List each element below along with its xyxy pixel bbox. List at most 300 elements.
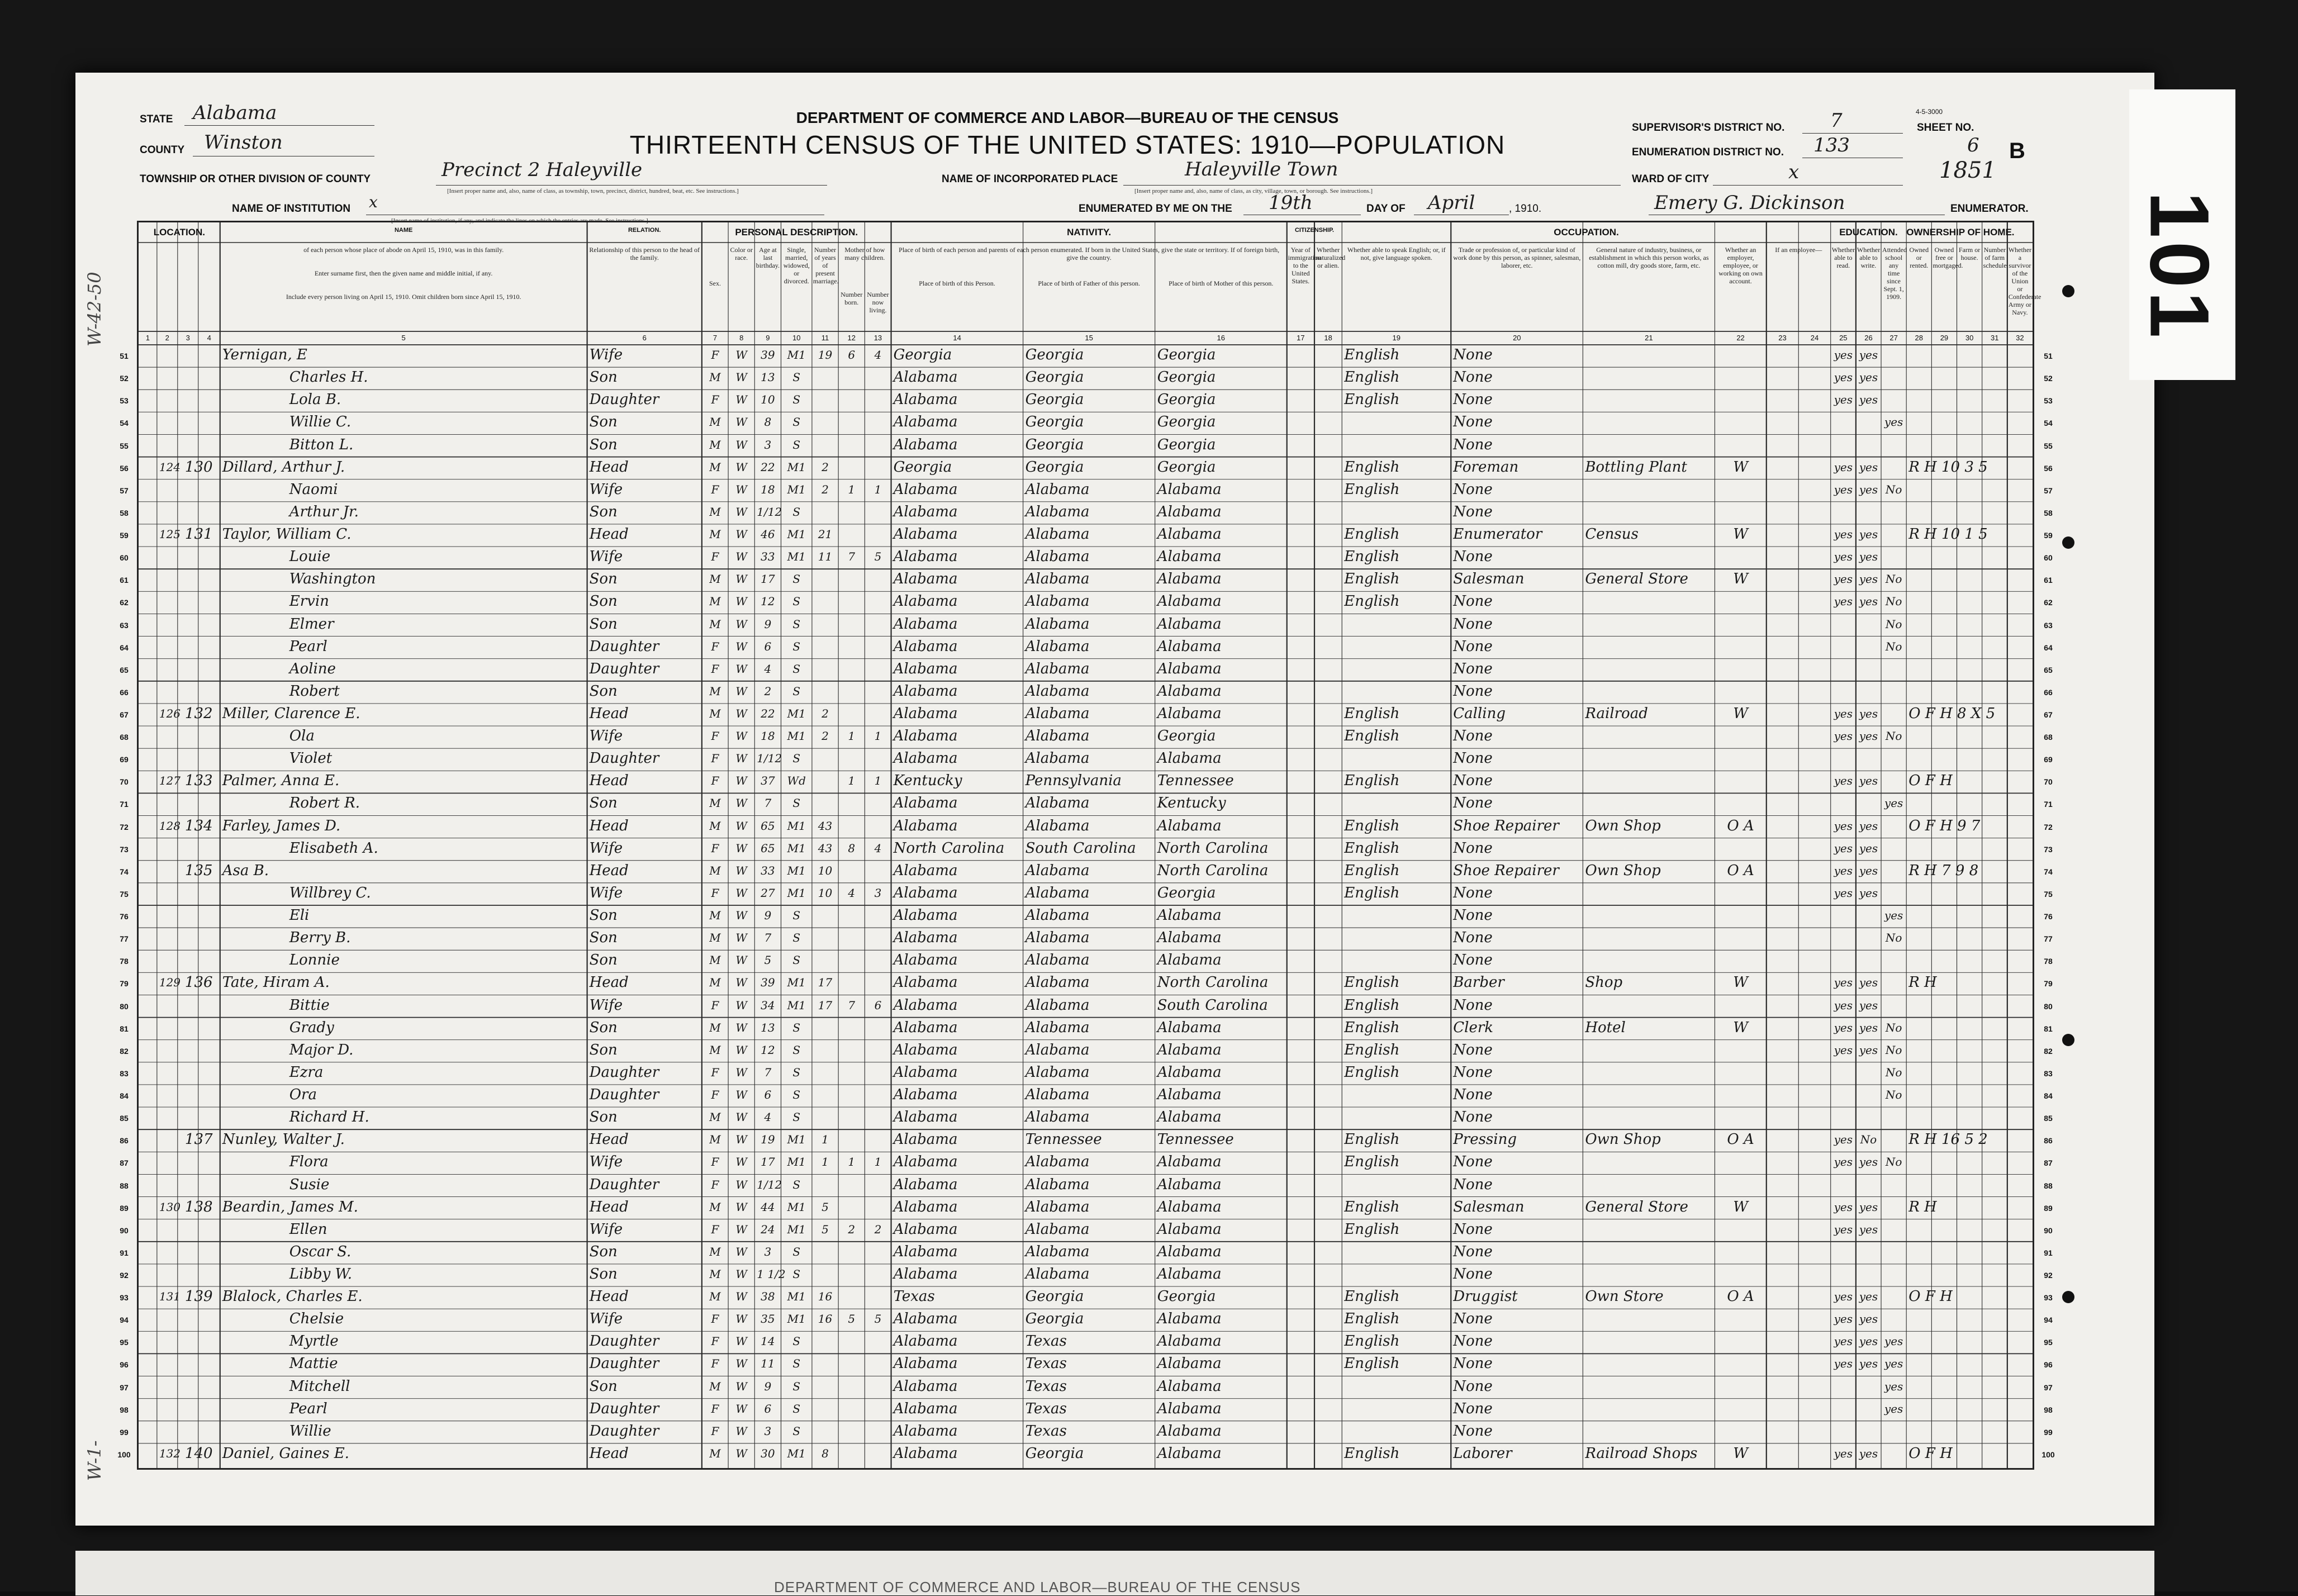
children-born-cell <box>841 389 862 410</box>
write-cell: yes <box>1859 460 1878 474</box>
ownership-cell <box>1908 1084 2030 1105</box>
column-number: 15 <box>1085 334 1093 342</box>
line-number-right: 83 <box>2044 1068 2053 1078</box>
col-veteran: Whether a survivor of the Union or Confederate Army or Navy. <box>2008 246 2041 316</box>
trade-cell: None <box>1453 1333 1493 1350</box>
industry-cell <box>1585 792 1712 814</box>
read-cell: yes <box>1834 1155 1853 1169</box>
relation-cell: Head <box>589 1288 629 1305</box>
read-cell: yes <box>1834 370 1853 384</box>
birthplace-cell: Alabama <box>893 548 958 566</box>
read-cell <box>1833 1084 1854 1105</box>
children-living-cell: 5 <box>874 550 882 564</box>
father-birthplace-cell: Georgia <box>1025 369 1084 386</box>
language-cell <box>1344 1398 1449 1419</box>
language-cell <box>1344 905 1449 926</box>
enumerated-label: ENUMERATED BY ME ON THE <box>1079 203 1232 215</box>
person-name: Lonnie <box>289 952 340 969</box>
color-cell: W <box>735 572 747 586</box>
industry-cell <box>1585 479 1712 500</box>
marital-cell: M1 <box>787 528 806 542</box>
write-cell: yes <box>1859 550 1878 564</box>
person-name: Yernigan, E <box>222 346 307 364</box>
ownership-cell: R H 10 1 5 <box>1908 526 1988 543</box>
father-birthplace-cell: Alabama <box>1025 929 1090 947</box>
children-living-cell <box>867 927 889 948</box>
mother-birthplace-cell: Alabama <box>1157 1400 1222 1417</box>
birthplace-cell: Alabama <box>893 391 958 408</box>
family-number <box>180 792 218 814</box>
marital-cell: S <box>792 1177 801 1191</box>
write-cell: yes <box>1859 370 1878 384</box>
father-birthplace-cell: Georgia <box>1025 458 1084 476</box>
relation-cell: Head <box>589 458 629 476</box>
person-name: Ola <box>289 728 315 745</box>
children-born-cell <box>841 972 862 993</box>
language-cell <box>1344 1084 1449 1105</box>
years-married-cell: 5 <box>822 1222 829 1236</box>
father-birthplace-cell: Alabama <box>1025 571 1090 588</box>
day-of-label: DAY OF <box>1366 203 1406 215</box>
line-number-right: 76 <box>2044 912 2053 922</box>
children-living-cell <box>867 905 889 926</box>
column-number: 23 <box>1778 334 1787 342</box>
children-born-cell <box>841 367 862 388</box>
birthplace-cell: Alabama <box>893 682 958 700</box>
language-cell: English <box>1344 1041 1400 1058</box>
marital-cell: S <box>792 1402 801 1416</box>
read-cell <box>1833 1241 1854 1262</box>
school-cell <box>1883 681 1904 702</box>
sex-cell: M <box>709 370 721 384</box>
mother-birthplace-cell: Alabama <box>1157 1243 1222 1260</box>
children-living-cell: 4 <box>874 348 882 362</box>
read-cell: yes <box>1834 393 1853 407</box>
employer-cell <box>1717 905 1764 926</box>
line-number-left: 72 <box>120 822 129 832</box>
father-birthplace-cell: Alabama <box>1025 974 1090 991</box>
column-number: 3 <box>186 334 190 342</box>
birthplace-cell: Alabama <box>893 1198 958 1215</box>
sex-cell: F <box>711 752 719 766</box>
father-birthplace-cell: Alabama <box>1025 907 1090 924</box>
employer-cell: W <box>1733 1198 1748 1215</box>
line-number-left: 88 <box>120 1181 129 1190</box>
language-cell: English <box>1344 839 1400 857</box>
family-number: 140 <box>184 1445 213 1462</box>
write-cell <box>1858 411 1879 433</box>
language-cell: English <box>1344 705 1400 722</box>
family-number <box>180 658 218 680</box>
person-name: Myrtle <box>289 1333 339 1350</box>
employer-cell <box>1717 1174 1764 1195</box>
dwelling-number <box>159 905 175 926</box>
father-birthplace-cell: Tennessee <box>1025 1131 1102 1148</box>
children-born-cell <box>841 591 862 612</box>
language-cell <box>1344 1421 1449 1442</box>
family-number <box>180 1353 218 1374</box>
relation-cell: Wife <box>589 884 623 901</box>
relation-cell: Head <box>589 772 629 790</box>
family-number <box>180 501 218 522</box>
mother-birthplace-cell: Georgia <box>1157 436 1216 453</box>
enumeration-value: 133 <box>1813 134 1850 156</box>
age-cell: 13 <box>761 370 775 384</box>
color-cell: W <box>735 729 747 743</box>
trade-cell: None <box>1453 952 1493 969</box>
industry-cell: Census <box>1585 526 1639 543</box>
dwelling-number <box>159 1308 175 1329</box>
dwelling-number <box>159 1174 175 1195</box>
relation-cell: Son <box>589 593 618 610</box>
column-number: 26 <box>1864 334 1873 342</box>
line-number-left: 67 <box>120 710 129 719</box>
sex-cell: F <box>711 1222 719 1236</box>
age-cell: 17 <box>761 1155 775 1169</box>
dwelling-number <box>159 882 175 904</box>
person-name: Aoline <box>289 660 336 677</box>
ownership-cell <box>1908 568 2030 590</box>
trade-cell: None <box>1453 1176 1493 1193</box>
school-cell <box>1883 389 1904 410</box>
children-living-cell <box>867 748 889 769</box>
read-cell: yes <box>1834 729 1853 743</box>
industry-cell <box>1585 1421 1712 1442</box>
color-cell: W <box>735 393 747 407</box>
school-cell <box>1883 434 1904 455</box>
mother-birthplace-cell: North Carolina <box>1157 839 1269 857</box>
write-cell <box>1858 748 1879 769</box>
sex-cell: F <box>711 348 719 362</box>
line-number-right: 66 <box>2044 687 2053 697</box>
language-cell: English <box>1344 1153 1400 1171</box>
mother-birthplace-cell: Alabama <box>1157 682 1222 700</box>
write-cell: yes <box>1859 774 1878 788</box>
years-married-cell <box>814 1264 836 1285</box>
person-name: Louie <box>289 548 331 566</box>
write-cell <box>1858 1174 1879 1195</box>
industry-cell <box>1585 1039 1712 1061</box>
years-married-cell <box>814 658 836 680</box>
employer-cell <box>1717 681 1764 702</box>
line-number-left: 57 <box>120 486 129 495</box>
children-born-cell <box>841 1129 862 1150</box>
relation-cell: Daughter <box>589 1333 659 1350</box>
mother-birthplace-cell: Alabama <box>1157 1198 1222 1215</box>
school-cell <box>1883 1308 1904 1329</box>
mother-birthplace-cell: Tennessee <box>1157 1131 1234 1148</box>
sex-cell: M <box>709 819 721 833</box>
write-cell <box>1858 1241 1879 1262</box>
margin-note-bottom: W-1- <box>84 1440 105 1481</box>
column-number: 4 <box>207 334 211 342</box>
write-cell <box>1858 636 1879 657</box>
color-cell: W <box>735 1043 747 1057</box>
column-number: 7 <box>713 334 718 342</box>
sex-cell: F <box>711 1424 719 1438</box>
children-born-cell: 7 <box>848 550 856 564</box>
read-cell <box>1833 1398 1854 1419</box>
write-cell <box>1858 1376 1879 1397</box>
father-birthplace-cell: Texas <box>1025 1355 1067 1372</box>
line-number-right: 73 <box>2044 844 2053 854</box>
industry-cell <box>1585 1353 1712 1374</box>
line-number-right: 63 <box>2044 620 2053 630</box>
school-cell <box>1883 1421 1904 1442</box>
read-cell: yes <box>1834 1020 1853 1034</box>
birthplace-cell: Alabama <box>893 503 958 520</box>
marital-cell: S <box>792 1043 801 1057</box>
trade-cell: Barber <box>1453 974 1504 991</box>
dwelling-number: 125 <box>159 528 181 542</box>
year-text: , 1910. <box>1509 203 1542 215</box>
school-cell: yes <box>1884 1357 1903 1371</box>
write-cell: yes <box>1859 976 1878 990</box>
ownership-cell: R H 7 9 8 <box>1908 862 1979 879</box>
mother-birthplace-cell: Alabama <box>1157 1265 1222 1282</box>
language-cell <box>1344 501 1449 522</box>
family-number <box>180 949 218 971</box>
children-living-cell <box>867 860 889 881</box>
county-value: Winston <box>204 131 283 154</box>
dwelling-number <box>159 1421 175 1442</box>
employer-cell <box>1717 344 1764 365</box>
col-years-married: Number of years of present marriage. <box>813 246 839 285</box>
employer-cell: W <box>1733 526 1748 543</box>
read-cell: yes <box>1834 595 1853 609</box>
trade-cell: Druggist <box>1453 1288 1518 1305</box>
line-number-left: 78 <box>120 957 129 966</box>
mother-birthplace-cell: Alabama <box>1157 593 1222 610</box>
line-number-left: 61 <box>120 576 129 585</box>
relation-cell: Daughter <box>589 1063 659 1081</box>
read-cell <box>1833 411 1854 433</box>
age-cell: 1/12 <box>757 1177 782 1191</box>
relation-cell: Son <box>589 795 618 812</box>
birthplace-cell: Alabama <box>893 1019 958 1036</box>
age-cell: 22 <box>761 706 775 720</box>
ownership-cell <box>1908 614 2030 635</box>
ownership-cell: O F H 8 X 5 <box>1908 705 1996 722</box>
birthplace-cell: Alabama <box>893 1063 958 1081</box>
language-cell: English <box>1344 817 1400 834</box>
children-living-cell: 5 <box>874 1312 882 1326</box>
write-cell <box>1858 927 1879 948</box>
read-cell: yes <box>1834 886 1853 900</box>
employer-cell <box>1717 1264 1764 1285</box>
color-cell: W <box>735 774 747 788</box>
write-cell: yes <box>1859 1020 1878 1034</box>
children-living-cell <box>867 524 889 545</box>
school-cell <box>1883 972 1904 993</box>
write-cell: yes <box>1859 886 1878 900</box>
children-living-cell: 6 <box>874 998 882 1012</box>
family-number <box>180 1106 218 1128</box>
person-name: Robert <box>289 682 340 700</box>
family-number <box>180 591 218 612</box>
line-number-right: 70 <box>2044 777 2053 787</box>
col-sex: Sex. <box>709 279 721 287</box>
children-living-cell <box>867 1353 889 1374</box>
read-cell <box>1833 501 1854 522</box>
line-number-left: 98 <box>120 1405 129 1414</box>
sex-cell: M <box>709 438 721 452</box>
dwelling-number <box>159 681 175 702</box>
dwelling-number: 131 <box>159 1290 181 1304</box>
years-married-cell <box>814 636 836 657</box>
children-living-cell: 4 <box>874 841 882 855</box>
employer-cell: W <box>1733 571 1748 588</box>
industry-cell <box>1585 1308 1712 1329</box>
column-number: 12 <box>847 334 856 342</box>
father-birthplace-cell: Georgia <box>1025 391 1084 408</box>
family-number: 139 <box>184 1288 213 1305</box>
years-married-cell <box>814 568 836 590</box>
trade-cell: None <box>1453 1400 1493 1417</box>
color-cell: W <box>735 684 747 698</box>
relation-cell: Wife <box>589 481 623 498</box>
language-cell: English <box>1344 1131 1400 1148</box>
marital-cell: M1 <box>787 886 806 900</box>
marital-cell: S <box>792 1110 801 1124</box>
mother-birthplace-cell: Alabama <box>1157 1176 1222 1193</box>
write-cell <box>1858 1398 1879 1419</box>
line-number-right: 58 <box>2044 508 2053 517</box>
children-living-cell <box>867 681 889 702</box>
trade-cell: None <box>1453 1041 1493 1058</box>
read-cell: yes <box>1834 1357 1853 1371</box>
sex-cell: F <box>711 639 719 653</box>
color-cell: W <box>735 1155 747 1169</box>
age-cell: 18 <box>761 482 775 496</box>
school-cell <box>1883 703 1904 724</box>
mother-birthplace-cell: Alabama <box>1157 929 1222 947</box>
line-number-right: 72 <box>2044 822 2053 832</box>
language-cell <box>1344 1106 1449 1128</box>
years-married-cell: 1 <box>822 1155 829 1169</box>
age-cell: 7 <box>764 796 772 810</box>
years-married-cell <box>814 614 836 635</box>
children-born-cell <box>841 860 862 881</box>
group-nativity: NATIVITY. <box>1067 227 1112 238</box>
family-number <box>180 882 218 904</box>
trade-cell: None <box>1453 615 1493 633</box>
industry-cell: Own Shop <box>1585 817 1661 834</box>
color-cell: W <box>735 595 747 609</box>
relation-cell: Son <box>589 907 618 924</box>
dwelling-number: 127 <box>159 774 181 788</box>
children-born-cell: 7 <box>848 998 856 1012</box>
sex-cell: F <box>711 729 719 743</box>
ownership-cell <box>1908 389 2030 410</box>
sex-cell: F <box>711 1065 719 1079</box>
dwelling-number <box>159 838 175 859</box>
family-number <box>180 344 218 365</box>
ownership-cell <box>1908 501 2030 522</box>
write-cell: yes <box>1859 819 1878 833</box>
school-cell: No <box>1885 1155 1902 1169</box>
age-cell: 39 <box>761 348 775 362</box>
col-birth-person: Place of birth of this Person. <box>919 279 995 287</box>
family-number <box>180 1241 218 1262</box>
color-cell: W <box>735 1133 747 1147</box>
relation-cell: Daughter <box>589 391 659 408</box>
color-cell: W <box>735 841 747 855</box>
group-relation: RELATION. <box>628 227 661 234</box>
marital-cell: S <box>792 1379 801 1393</box>
column-number: 11 <box>821 334 829 342</box>
line-number-right: 100 <box>2041 1450 2055 1459</box>
person-name: Daniel, Gaines E. <box>222 1445 349 1462</box>
birthplace-cell: Alabama <box>893 728 958 745</box>
marital-cell: M1 <box>787 1133 806 1147</box>
age-cell: 11 <box>761 1357 775 1371</box>
language-cell <box>1344 434 1449 455</box>
line-number-right: 62 <box>2044 598 2053 607</box>
person-name: Charles H. <box>289 369 368 386</box>
color-cell: W <box>735 863 747 877</box>
years-married-cell <box>814 792 836 814</box>
col-farm: Farm or house. <box>1958 246 1981 262</box>
line-number-right: 89 <box>2044 1203 2053 1213</box>
school-cell: yes <box>1884 796 1903 810</box>
family-number <box>180 1331 218 1352</box>
color-cell: W <box>735 460 747 474</box>
marital-cell: M1 <box>787 1222 806 1236</box>
line-number-left: 92 <box>120 1270 129 1280</box>
years-married-cell <box>814 770 836 791</box>
enumerated-day: 19th <box>1269 192 1313 214</box>
father-birthplace-cell: Alabama <box>1025 728 1090 745</box>
column-number: 30 <box>1965 334 1974 342</box>
language-cell <box>1344 614 1449 635</box>
margin-note-top: W-42-50 <box>84 272 105 346</box>
sex-cell: M <box>709 1379 721 1393</box>
family-number: 131 <box>184 526 213 543</box>
person-name: Palmer, Anna E. <box>222 772 340 790</box>
age-cell: 30 <box>761 1446 775 1460</box>
column-number: 13 <box>873 334 882 342</box>
column-number: 9 <box>766 334 770 342</box>
dwelling-number: 130 <box>159 1200 181 1214</box>
birthplace-cell: Alabama <box>893 526 958 543</box>
father-birthplace-cell: Alabama <box>1025 1153 1090 1171</box>
write-cell: yes <box>1859 572 1878 586</box>
father-birthplace-cell: Georgia <box>1025 1445 1084 1462</box>
marital-cell: M1 <box>787 460 806 474</box>
age-cell: 8 <box>764 415 772 429</box>
years-married-cell <box>814 411 836 433</box>
school-cell <box>1883 815 1904 837</box>
birthplace-cell: Texas <box>893 1288 935 1305</box>
years-married-cell <box>814 748 836 769</box>
sheet-letter: B <box>2009 139 2025 163</box>
father-birthplace-cell: Alabama <box>1025 1109 1090 1126</box>
years-married-cell <box>814 905 836 926</box>
color-cell: W <box>735 438 747 452</box>
col-marital: Single, married, widowed, or divorced. <box>783 246 810 285</box>
employer-cell <box>1717 1331 1764 1352</box>
col-read: Whether able to read. <box>1831 246 1855 269</box>
trade-cell: None <box>1453 481 1493 498</box>
person-name: Flora <box>289 1153 329 1171</box>
industry-cell <box>1585 434 1712 455</box>
read-cell <box>1833 681 1854 702</box>
person-name: Bittie <box>289 996 330 1014</box>
write-cell: yes <box>1859 729 1878 743</box>
family-number <box>180 927 218 948</box>
read-cell: yes <box>1834 482 1853 496</box>
